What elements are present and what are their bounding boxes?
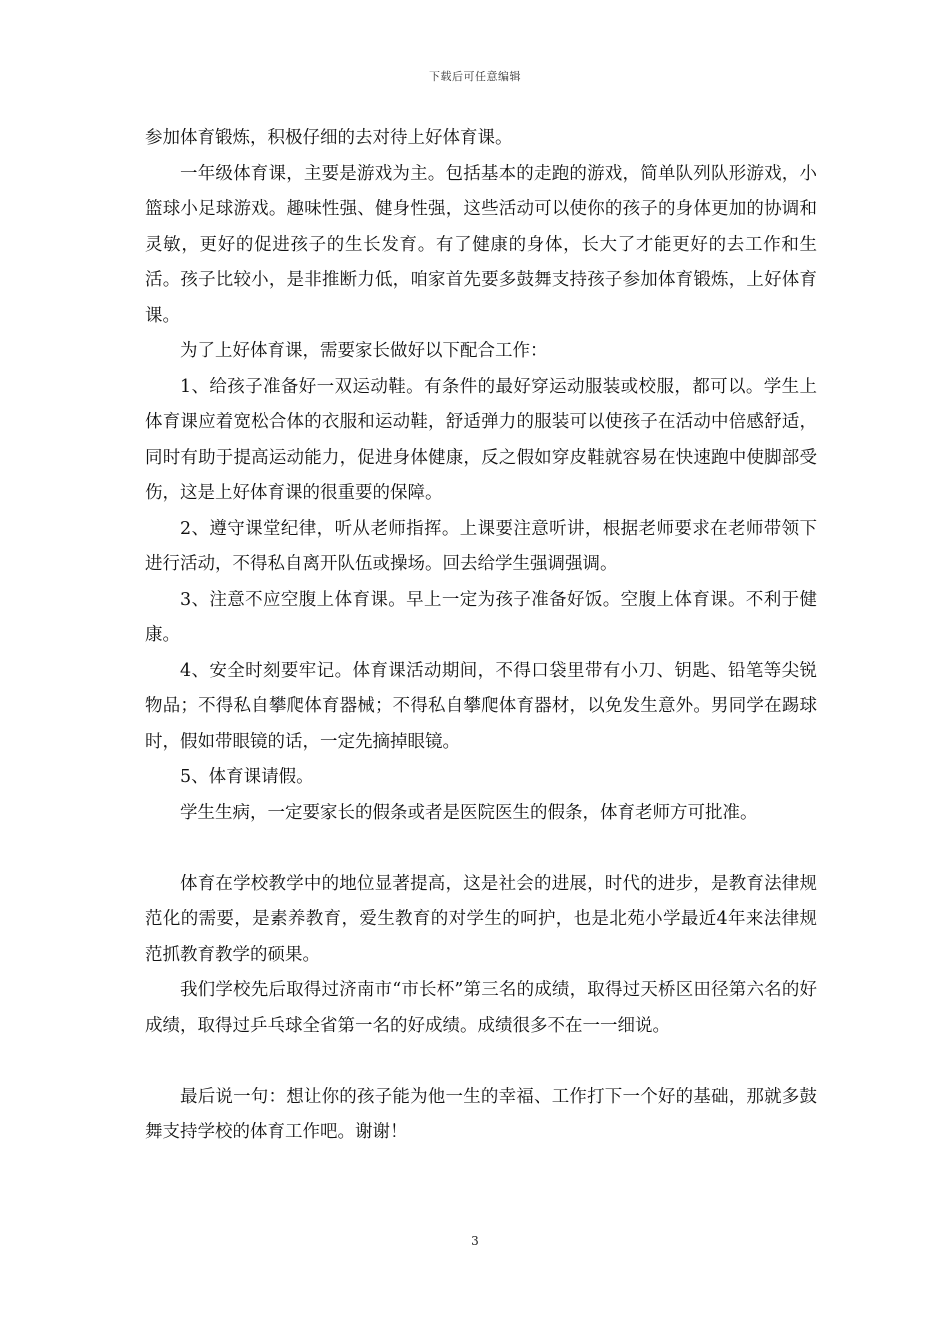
paragraph-continuation: 参加体育锻炼，积极仔细的去对待上好体育课。 (145, 128, 513, 148)
paragraph-sick-note: 学生生病，一定要家长的假条或者是医院医生的假条，体育老师方可批准。 (180, 802, 758, 823)
page-header: 下载后可任意编辑 (429, 70, 521, 83)
paragraph-item-2-discipline: 2、遵守课堂纪律，听从老师指挥。上课要注意听讲，根据老师要求在老师带领下进行活动，不得私自离开队伍或操场。回去给学生强调强调。 (145, 518, 817, 574)
page-number: 3 (471, 1234, 479, 1248)
paragraph-spacer (145, 1044, 817, 1080)
paragraph-item-4-safety: 4、安全时刻要牢记。体育课活动期间，不得口袋里带有小刀、钥匙、铅笔等尖锐物品；不得私自攀爬体育器械；不得私自攀爬体育器材，以免发生意外。男同学在踢球时，假如带眼镜的话，一定先摘掉眼镜。 (145, 660, 817, 752)
paragraph-item-3-breakfast: 3、注意不应空腹上体育课。早上一定为孩子准备好饭。空腹上体育课。不利于健康。 (145, 589, 817, 645)
paragraph-closing: 最后说一句：想让你的孩子能为他一生的幸福、工作打下一个好的基础，那就多鼓舞支持学校的体育工作吧。谢谢！ (145, 1086, 817, 1142)
paragraph-spacer (145, 831, 817, 867)
paragraph-item-1-shoes: 1、给孩子准备好一双运动鞋。有条件的最好穿运动服装或校服，都可以。学生上体育课应着宽松合体的衣服和运动鞋，舒适弹力的服装可以使孩子在活动中倍感舒适，同时有助于提高运动能力，促进身体健康，反之假如穿皮鞋就容易在快速跑中使脚部受伤，这是上好体育课的很重要的保障。 (145, 376, 817, 503)
paragraph-parent-cooperation-intro: 为了上好体育课，需要家长做好以下配合工作： (180, 341, 548, 361)
paragraph-item-5-leave: 5、体育课请假。 (180, 767, 314, 787)
paragraph-pe-status: 体育在学校教学中的地位显著提高，这是社会的进展，时代的进步，是教育法律规范化的需要，是素养教育，爱生教育的对学生的呵护，也是北苑小学最近4年来法律规范抓教育教学的硕果。 (145, 873, 817, 965)
document-body (145, 121, 817, 1151)
paragraph-achievements: 我们学校先后取得过济南市“市长杯”第三名的成绩，取得过天桥区田径第六名的好成绩，取得过乒乓球全省第一名的好成绩。成绩很多不在一一细说。 (145, 980, 817, 1036)
paragraph-grade-one-pe: 一年级体育课，主要是游戏为主。包括基本的走跑的游戏，简单队列队形游戏，小篮球小足球游戏。趣味性强、健身性强，这些活动可以使你的孩子的身体更加的协调和灵敏，更好的促进孩子的生长发育。有了健康的身体，长大了才能更好的去工作和生活。孩子比较小，是非推断力低，咱家首先要多鼓舞支持孩子参加体育锻炼，上好体育课。 (145, 163, 817, 326)
